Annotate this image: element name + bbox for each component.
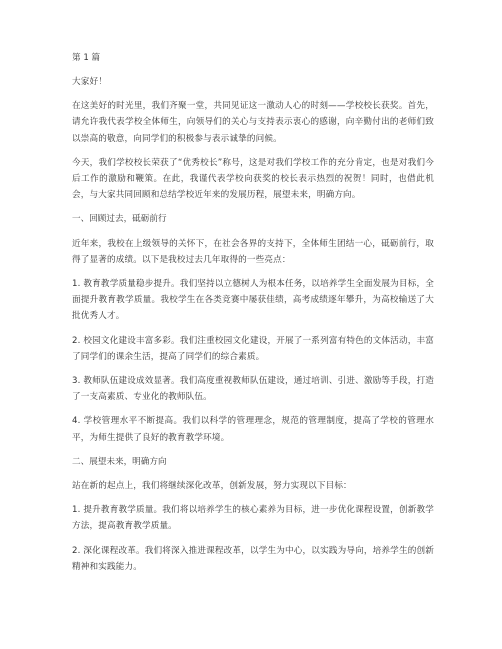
document-page: [72, 50, 434, 583]
section-2-heading: 二、展望未来，明确方向: [72, 456, 167, 467]
section-1-heading: 一、回顾过去，砥砺前行: [72, 214, 167, 225]
intro-paragraph-1: 在这美好的时光里，我们齐聚一堂，共同见证这一激动人心的时刻——学校校长获奖。首先，请允许我代表学校全体师生，向领导们的关心与支持表示衷心的感谢，向辛勤付出的老师们致以崇高的敬意，向同学们的积极参与表示诚挚的问候。: [72, 101, 434, 144]
section-1-item: 1. 教育教学质量稳步提升。我们坚持以立德树人为根本任务，以培养学生全面发展为目标，全面提升教育教学质量。我校学生在各类竞赛中屡获佳绩，高考成绩逐年攀升，为高校输送了大批优秀人才。: [72, 279, 434, 322]
section-2-intro: 站在新的起点上，我们将继续深化改革，创新发展，努力实现以下目标：: [72, 481, 352, 492]
section-1-item: 4. 学校管理水平不断提高。我们以科学的管理理念，规范的管理制度，提高了学校的管理水平，为师生提供了良好的教育教学环境。: [72, 416, 434, 443]
document-title: 第 1 篇: [72, 53, 101, 63]
section-2-item: 2. 深化课程改革。我们将深入推进课程改革，以学生为中心，以实践为导向，培养学生的创新精神和实践能力。: [72, 545, 434, 572]
greeting: 大家好！: [72, 77, 107, 87]
section-1-item: 3. 教师队伍建设成效显著。我们高度重视教师队伍建设，通过培训、引进、激励等手段，打造了一支高素质、专业化的教师队伍。: [72, 376, 434, 403]
section-2-item: 1. 提升教育教学质量。我们将以培养学生的核心素养为目标，进一步优化课程设置，创新教学方法，提高教育教学质量。: [72, 505, 434, 532]
section-1-intro: 近年来，我校在上级领导的关怀下，在社会各界的支持下，全体师生团结一心，砥砺前行，取得了显著的成绩。以下是我校过去几年取得的一些亮点：: [72, 238, 434, 265]
section-1-item: 2. 校园文化建设丰富多彩。我们注重校园文化建设，开展了一系列富有特色的文体活动，丰富了同学们的课余生活，提高了同学们的综合素质。: [72, 335, 434, 362]
intro-paragraph-2: 今天，我们学校校长荣获了“优秀校长”称号，这是对我们学校工作的充分肯定，也是对我们今后工作的激励和鞭策。在此，我谨代表学校向获奖的校长表示热烈的祝贺！同时，也借此机会，与大家共同回顾和总结学校近年来的发展历程，展望未来，明确方向。: [72, 157, 434, 201]
